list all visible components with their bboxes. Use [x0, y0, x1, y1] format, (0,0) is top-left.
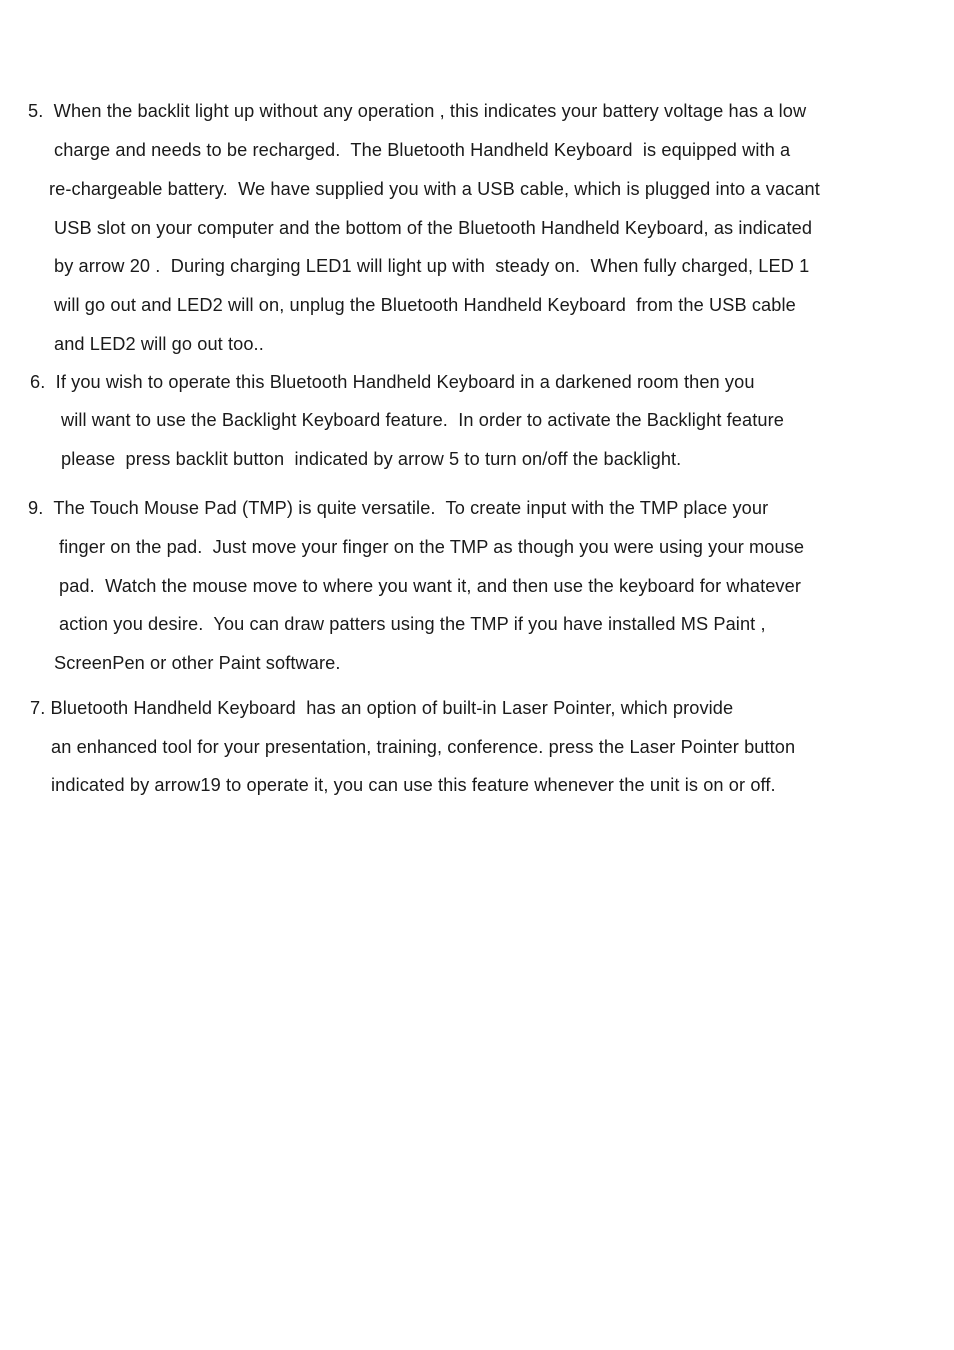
paragraph-line: 6. If you wish to operate this Bluetooth Handheld Keyboard in a darkened room then you [30, 372, 755, 392]
paragraph-line: indicated by arrow19 to operate it, you can use this feature whenever the unit is on or off. [51, 775, 776, 795]
paragraph-line: 7. Bluetooth Handheld Keyboard has an option of built-in Laser Pointer, which provide [30, 698, 734, 718]
paragraph-line: will want to use the Backlight Keyboard feature. In order to activate the Backlight feature [61, 410, 784, 430]
paragraph-line: re-chargeable battery. We have supplied you with a USB cable, which is plugged into a vacant [49, 179, 820, 199]
paragraph-line: action you desire. You can draw patters using the TMP if you have installed MS Paint , [59, 614, 766, 634]
paragraph-line: 9. The Touch Mouse Pad (TMP) is quite versatile. To create input with the TMP place your [28, 498, 769, 518]
paragraph-line: USB slot on your computer and the bottom of the Bluetooth Handheld Keyboard, as indicated [54, 218, 813, 238]
paragraph-line: finger on the pad. Just move your finger on the TMP as though you were using your mouse [59, 537, 805, 557]
paragraph-line: will go out and LED2 will on, unplug the Bluetooth Handheld Keyboard from the USB cable [54, 295, 796, 315]
paragraph-line: please press backlit button indicated by arrow 5 to turn on/off the backlight. [61, 449, 682, 469]
paragraph-line: ScreenPen or other Paint software. [54, 653, 341, 673]
paragraph-line: charge and needs to be recharged. The Bluetooth Handheld Keyboard is equipped with a [54, 140, 791, 160]
paragraph-line: by arrow 20 . During charging LED1 will light up with steady on. When fully charged, LED 1 [54, 256, 810, 276]
paragraph-line: 5. When the backlit light up without any operation , this indicates your battery voltage has a low [28, 101, 807, 121]
paragraph-line: pad. Watch the mouse move to where you want it, and then use the keyboard for whatever [59, 576, 801, 596]
paragraph-line: and LED2 will go out too.. [54, 334, 264, 354]
paragraph-line: an enhanced tool for your presentation, training, conference. press the Laser Pointer button [51, 737, 796, 757]
